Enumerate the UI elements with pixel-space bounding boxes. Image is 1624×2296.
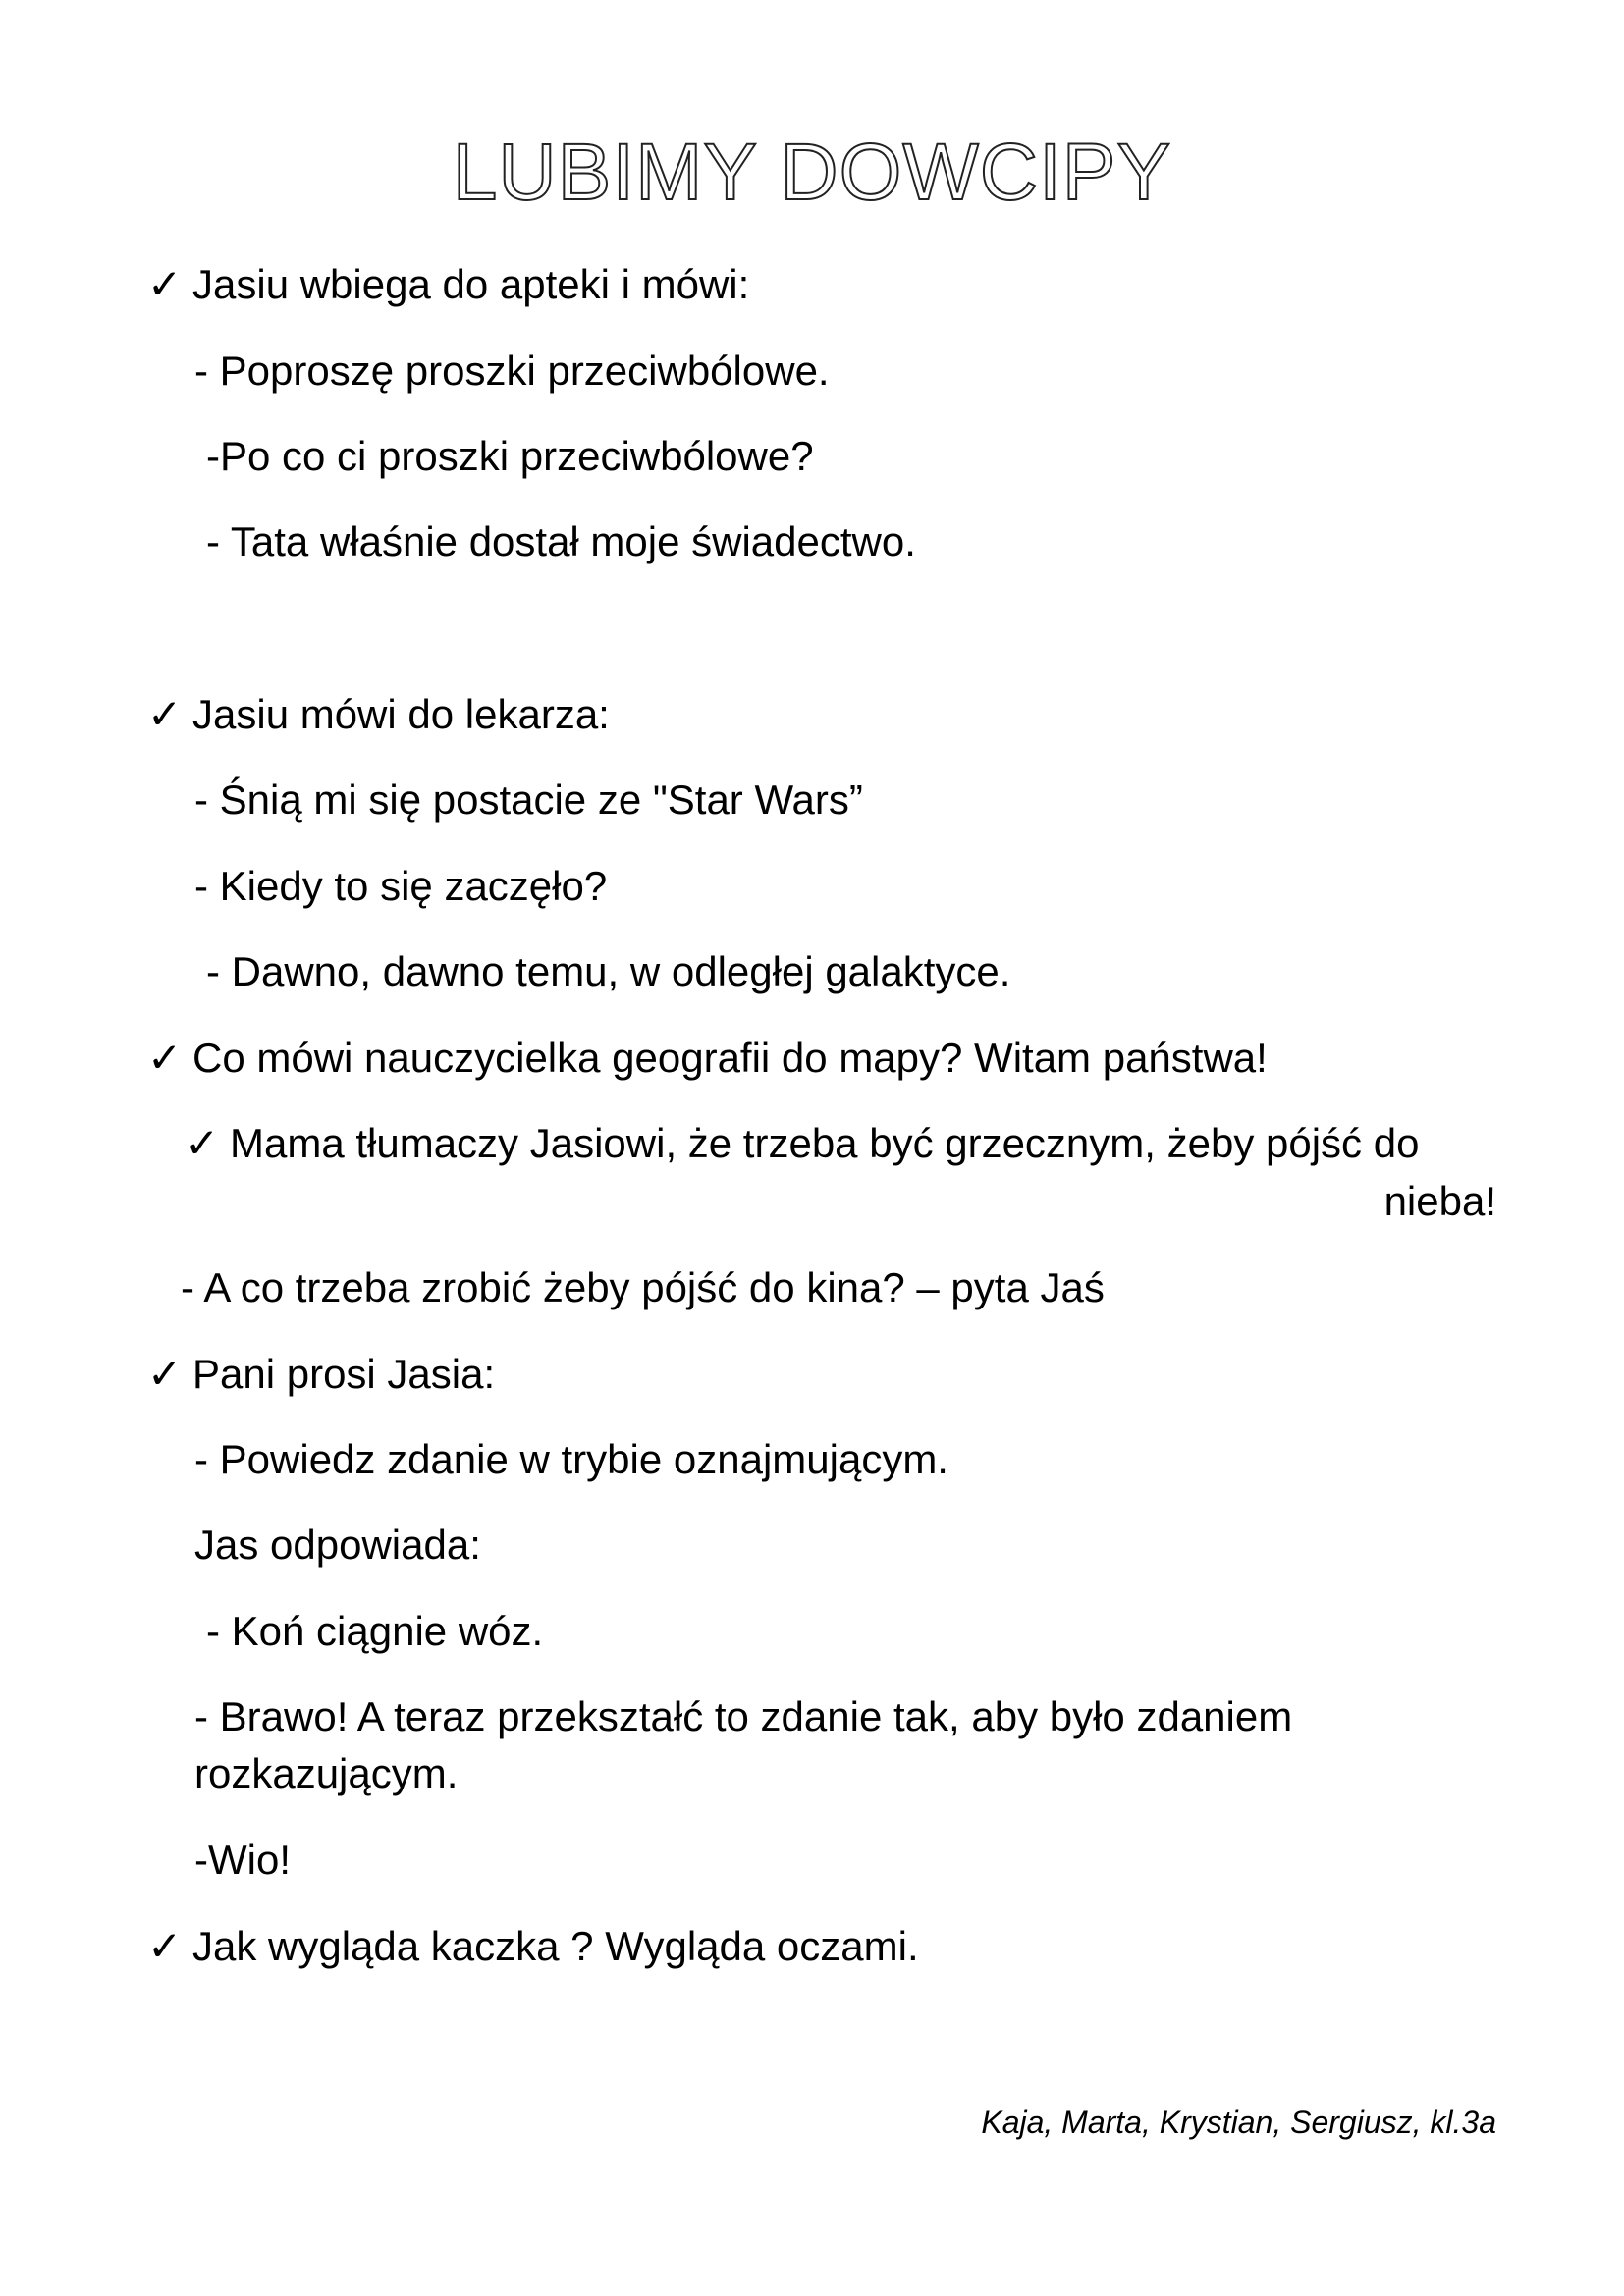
joke-2-intro-text: Jasiu mówi do lekarza:: [192, 691, 610, 737]
joke-1-line-2: -Po co ci proszki przeciwbólowe?: [206, 433, 814, 479]
joke-3-intro-text: Co mówi nauczycielka geografii do mapy? Witam państwa!: [192, 1035, 1268, 1081]
joke-5-line-3: - Koń ciągnie wóz.: [206, 1608, 544, 1654]
joke-2-line-3: - Dawno, dawno temu, w odległej galaktyce.: [206, 948, 1011, 994]
joke-6-intro-text: Jak wygląda kaczka ? Wygląda oczami.: [192, 1923, 919, 1969]
joke-4-intro: [185, 1118, 1419, 1169]
joke-1-intro-text: Jasiu wbiega do apteki i mówi:: [192, 261, 750, 307]
checkmark-icon: ✓: [147, 1035, 183, 1081]
joke-5-line-4-continuation: rozkazującym.: [194, 1750, 459, 1796]
joke-5-intro: [147, 1349, 495, 1400]
joke-5-line-4: - Brawo! A teraz przekształć to zdanie tak, aby było zdaniem: [194, 1693, 1293, 1739]
joke-5-line-2: Jas odpowiada:: [194, 1522, 481, 1568]
joke-1-intro: [147, 259, 749, 310]
joke-4-line-1: - A co trzeba zrobić żeby pójść do kina? – pyta Jaś: [181, 1264, 1105, 1310]
page-title: LUBIMY DOWCIPY: [452, 128, 1172, 217]
checkmark-icon: ✓: [147, 691, 183, 737]
checkmark-icon: ✓: [147, 1351, 183, 1397]
joke-5-line-1: - Powiedz zdanie w trybie oznajmującym.: [194, 1436, 948, 1482]
checkmark-icon: ✓: [185, 1120, 220, 1166]
joke-2-line-2: - Kiedy to się zaczęło?: [194, 863, 608, 909]
joke-4-intro-text: Mama tłumaczy Jasiowi, że trzeba być grzecznym, żeby pójść do: [230, 1120, 1420, 1166]
joke-1-line-3: - Tata właśnie dostał moje świadectwo.: [206, 518, 916, 564]
checkmark-icon: ✓: [147, 1923, 183, 1969]
joke-3-intro: [147, 1033, 1268, 1084]
joke-5-intro-text: Pani prosi Jasia:: [192, 1351, 496, 1397]
joke-5-line-5: -Wio!: [194, 1837, 291, 1883]
joke-1-line-1: - Poproszę proszki przeciwbólowe.: [194, 347, 830, 394]
joke-2-line-1: - Śnią mi się postacie ze "Star Wars”: [194, 776, 863, 823]
checkmark-icon: ✓: [147, 261, 183, 307]
joke-2-intro: [147, 689, 610, 740]
authors-signature: Kaja, Marta, Krystian, Sergiusz, kl.3a: [981, 2105, 1496, 2140]
joke-6-intro: [147, 1921, 919, 1972]
joke-4-intro-continuation: nieba!: [1383, 1178, 1496, 1224]
